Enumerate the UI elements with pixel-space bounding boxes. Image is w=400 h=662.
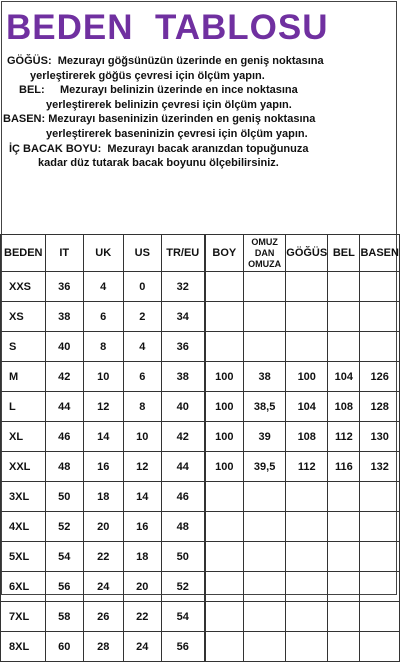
value-cell bbox=[328, 482, 360, 512]
size-cell: XXS bbox=[1, 272, 46, 302]
value-cell: 34 bbox=[161, 302, 204, 332]
value-cell: 24 bbox=[123, 632, 161, 662]
value-cell: 46 bbox=[161, 482, 204, 512]
size-cell: 6XL bbox=[1, 572, 46, 602]
value-cell: 132 bbox=[360, 452, 400, 482]
value-cell bbox=[205, 602, 244, 632]
value-cell bbox=[328, 572, 360, 602]
instruction-label: BEL: bbox=[19, 84, 45, 97]
value-cell bbox=[243, 542, 285, 572]
size-cell: XXL bbox=[1, 452, 46, 482]
value-cell: 40 bbox=[161, 392, 204, 422]
column-header: US bbox=[123, 235, 161, 272]
value-cell: 39 bbox=[243, 422, 285, 452]
instruction-chest bbox=[0, 54, 400, 69]
table-row bbox=[1, 572, 400, 602]
value-cell: 10 bbox=[123, 422, 161, 452]
value-cell: 32 bbox=[161, 272, 204, 302]
value-cell bbox=[360, 512, 400, 542]
value-cell bbox=[243, 482, 285, 512]
value-cell: 112 bbox=[328, 422, 360, 452]
table-row bbox=[1, 392, 400, 422]
table-row bbox=[1, 602, 400, 632]
value-cell bbox=[243, 632, 285, 662]
size-cell: S bbox=[1, 332, 46, 362]
value-cell: 40 bbox=[45, 332, 83, 362]
value-cell bbox=[243, 302, 285, 332]
value-cell: 39,5 bbox=[243, 452, 285, 482]
size-cell: 7XL bbox=[1, 602, 46, 632]
value-cell bbox=[360, 482, 400, 512]
value-cell bbox=[243, 332, 285, 362]
value-cell: 52 bbox=[161, 572, 204, 602]
value-cell: 128 bbox=[360, 392, 400, 422]
value-cell: 104 bbox=[286, 392, 328, 422]
page-title: BEDEN TABLOSU bbox=[6, 8, 329, 47]
size-cell: 8XL bbox=[1, 632, 46, 662]
table-row bbox=[1, 332, 400, 362]
value-cell: 100 bbox=[205, 392, 244, 422]
value-cell: 112 bbox=[286, 452, 328, 482]
value-cell bbox=[243, 272, 285, 302]
value-cell: 50 bbox=[45, 482, 83, 512]
value-cell: 10 bbox=[83, 362, 123, 392]
value-cell bbox=[286, 482, 328, 512]
value-cell bbox=[360, 542, 400, 572]
value-cell bbox=[205, 572, 244, 602]
value-cell bbox=[286, 572, 328, 602]
size-cell: M bbox=[1, 362, 46, 392]
value-cell bbox=[286, 632, 328, 662]
value-cell bbox=[360, 572, 400, 602]
value-cell: 18 bbox=[83, 482, 123, 512]
instruction-text: Mezurayı bacak aranızdan topuğunuza bbox=[101, 142, 309, 155]
value-cell bbox=[205, 332, 244, 362]
value-cell: 16 bbox=[83, 452, 123, 482]
value-cell bbox=[205, 482, 244, 512]
value-cell bbox=[328, 332, 360, 362]
value-cell bbox=[286, 602, 328, 632]
table-row bbox=[1, 482, 400, 512]
value-cell bbox=[205, 512, 244, 542]
value-cell: 8 bbox=[123, 392, 161, 422]
size-cell: XL bbox=[1, 422, 46, 452]
value-cell: 38 bbox=[45, 302, 83, 332]
value-cell: 36 bbox=[45, 272, 83, 302]
value-cell: 60 bbox=[45, 632, 83, 662]
value-cell bbox=[360, 302, 400, 332]
instruction-waist bbox=[0, 83, 400, 98]
value-cell: 104 bbox=[328, 362, 360, 392]
value-cell bbox=[205, 302, 244, 332]
instruction-label: İÇ BACAK BOYU: bbox=[9, 142, 102, 155]
value-cell: 38,5 bbox=[243, 392, 285, 422]
instruction-label: BASEN: bbox=[3, 113, 46, 126]
value-cell: 36 bbox=[161, 332, 204, 362]
value-cell bbox=[360, 332, 400, 362]
value-cell: 2 bbox=[123, 302, 161, 332]
size-cell: L bbox=[1, 392, 46, 422]
value-cell: 4 bbox=[123, 332, 161, 362]
value-cell bbox=[328, 512, 360, 542]
value-cell: 14 bbox=[123, 482, 161, 512]
table-row bbox=[1, 362, 400, 392]
instruction-text: Mezurayı belinizin üzerinde en ince noktasına bbox=[44, 84, 298, 97]
table-row bbox=[1, 512, 400, 542]
value-cell bbox=[286, 302, 328, 332]
value-cell: 100 bbox=[205, 422, 244, 452]
value-cell bbox=[328, 302, 360, 332]
column-header: OMUZ DAN OMUZA bbox=[243, 235, 285, 272]
value-cell bbox=[360, 602, 400, 632]
instruction-waist-cont: yerleştirerek belinizin çevresi için ölçüm yapın. bbox=[46, 98, 292, 111]
column-header: TR/EU bbox=[161, 235, 204, 272]
value-cell: 116 bbox=[328, 452, 360, 482]
value-cell: 14 bbox=[83, 422, 123, 452]
size-cell: 4XL bbox=[1, 512, 46, 542]
instruction-inseam-cont: kadar düz tutarak bacak boyunu ölçebilirsiniz. bbox=[38, 157, 279, 170]
size-table bbox=[0, 234, 400, 662]
value-cell bbox=[328, 632, 360, 662]
table-row bbox=[1, 422, 400, 452]
value-cell bbox=[328, 272, 360, 302]
value-cell bbox=[243, 512, 285, 542]
value-cell: 54 bbox=[161, 602, 204, 632]
column-header: BEL bbox=[328, 235, 360, 272]
value-cell: 16 bbox=[123, 512, 161, 542]
value-cell: 44 bbox=[161, 452, 204, 482]
column-header: IT bbox=[45, 235, 83, 272]
value-cell bbox=[360, 272, 400, 302]
table-header-row bbox=[1, 235, 400, 272]
value-cell: 28 bbox=[83, 632, 123, 662]
value-cell bbox=[286, 512, 328, 542]
column-header: BEDEN bbox=[1, 235, 46, 272]
value-cell bbox=[360, 632, 400, 662]
value-cell bbox=[286, 272, 328, 302]
value-cell: 8 bbox=[83, 332, 123, 362]
size-cell: 3XL bbox=[1, 482, 46, 512]
value-cell: 58 bbox=[45, 602, 83, 632]
value-cell: 6 bbox=[83, 302, 123, 332]
value-cell bbox=[328, 542, 360, 572]
value-cell bbox=[243, 572, 285, 602]
instruction-chest-cont: yerleştirerek göğüs çevresi için ölçüm yapın. bbox=[30, 69, 265, 82]
table-row bbox=[1, 452, 400, 482]
value-cell: 24 bbox=[83, 572, 123, 602]
value-cell: 20 bbox=[83, 512, 123, 542]
value-cell: 56 bbox=[161, 632, 204, 662]
value-cell: 52 bbox=[45, 512, 83, 542]
table-row bbox=[1, 632, 400, 662]
value-cell: 42 bbox=[161, 422, 204, 452]
measurement-instructions bbox=[0, 54, 400, 171]
value-cell: 6 bbox=[123, 362, 161, 392]
table-row bbox=[1, 272, 400, 302]
instruction-label: GÖĞÜS: bbox=[7, 55, 52, 67]
value-cell bbox=[286, 332, 328, 362]
table-row bbox=[1, 302, 400, 332]
value-cell: 38 bbox=[243, 362, 285, 392]
value-cell: 44 bbox=[45, 392, 83, 422]
value-cell: 22 bbox=[83, 542, 123, 572]
value-cell: 126 bbox=[360, 362, 400, 392]
value-cell bbox=[205, 542, 244, 572]
column-header: GÖĞÜS bbox=[286, 235, 328, 272]
value-cell: 46 bbox=[45, 422, 83, 452]
value-cell: 100 bbox=[205, 452, 244, 482]
value-cell: 100 bbox=[286, 362, 328, 392]
value-cell: 18 bbox=[123, 542, 161, 572]
value-cell: 48 bbox=[45, 452, 83, 482]
value-cell: 26 bbox=[83, 602, 123, 632]
value-cell: 20 bbox=[123, 572, 161, 602]
instruction-text: Mezurayı baseninizin üzerinden en geniş noktasına bbox=[45, 113, 316, 126]
value-cell: 12 bbox=[123, 452, 161, 482]
value-cell bbox=[286, 542, 328, 572]
value-cell: 56 bbox=[45, 572, 83, 602]
column-header: BOY bbox=[205, 235, 244, 272]
instruction-text: Mezurayı göğsünüzün üzerinde en geniş noktasına bbox=[51, 55, 324, 67]
value-cell: 22 bbox=[123, 602, 161, 632]
value-cell bbox=[205, 272, 244, 302]
value-cell: 50 bbox=[161, 542, 204, 572]
value-cell: 12 bbox=[83, 392, 123, 422]
value-cell bbox=[328, 602, 360, 632]
value-cell: 108 bbox=[286, 422, 328, 452]
value-cell: 108 bbox=[328, 392, 360, 422]
value-cell: 42 bbox=[45, 362, 83, 392]
value-cell bbox=[243, 602, 285, 632]
value-cell: 54 bbox=[45, 542, 83, 572]
instruction-hip bbox=[0, 112, 400, 127]
column-header: BASEN bbox=[360, 235, 400, 272]
value-cell: 130 bbox=[360, 422, 400, 452]
instruction-hip-cont: yerleştirerek baseninizin çevresi için ölçüm yapın. bbox=[46, 127, 308, 140]
value-cell bbox=[205, 632, 244, 662]
table-row bbox=[1, 542, 400, 572]
value-cell: 38 bbox=[161, 362, 204, 392]
column-header: UK bbox=[83, 235, 123, 272]
value-cell: 0 bbox=[123, 272, 161, 302]
value-cell: 48 bbox=[161, 512, 204, 542]
instruction-inseam bbox=[0, 142, 400, 157]
value-cell: 100 bbox=[205, 362, 244, 392]
size-cell: 5XL bbox=[1, 542, 46, 572]
size-cell: XS bbox=[1, 302, 46, 332]
value-cell: 4 bbox=[83, 272, 123, 302]
